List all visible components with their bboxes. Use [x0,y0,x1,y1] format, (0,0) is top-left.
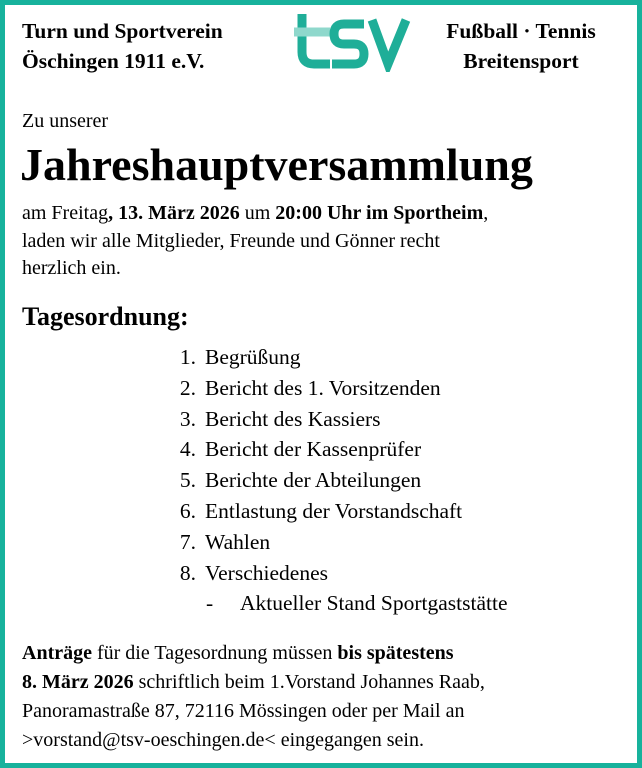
departments-line2: Breitensport [463,49,579,73]
f-a1: Anträge [22,642,92,664]
invitation-text [22,200,488,283]
club-name [22,16,223,76]
agenda-item-number: 2. [179,375,196,400]
inv-p3: um [239,202,276,224]
agenda-item-text: Verschiedenes [205,560,328,585]
inv-line3: herzlich ein. [22,257,121,279]
agenda-subitem-dash: - [206,591,214,616]
f-b2: schriftlich beim 1.Vorstand Johannes Raab, [133,671,485,693]
f-a3: bis spätestens [337,642,454,664]
departments [428,16,614,76]
footer-text [22,639,485,755]
f-a2: für die Tagesordnung müssen [91,642,338,664]
inv-p1: am Freitag [22,202,109,224]
departments-line1: Fußball · Tennis [446,19,596,43]
agenda-item-number: 6. [179,499,196,523]
agenda-item-number: 5. [179,468,196,493]
agenda-item-text: Begrüßung [205,345,301,369]
intro-text: Zu unserer [22,110,109,132]
agenda-item-text: Entlastung der Vorstandschaft [205,499,463,523]
agenda-item-text: Bericht des Kassiers [205,406,381,431]
agenda-subitem-text: Aktueller Stand Sportgaststätte [240,591,508,616]
event-time-place: 20:00 Uhr im Sportheim [275,202,484,224]
agenda-item-number: 3. [179,406,196,431]
email-line: >vorstand@tsv-oeschingen.de< eingegangen sein. [22,729,424,751]
tsv-logo [292,12,412,72]
deadline-date: 8. März 2026 [22,671,134,693]
agenda-item-number: 7. [179,529,196,554]
event-date: , 13. März 2026 [108,202,240,224]
agenda-item-text: Bericht des 1. Vorsitzenden [205,375,441,400]
club-name-line2: Öschingen 1911 e.V. [22,49,205,73]
agenda-item-number: 4. [179,437,196,462]
club-name-line1: Turn und Sportverein [22,19,223,43]
agenda-item-number: 1. [179,345,196,369]
agenda-item-text: Wahlen [205,529,271,554]
address: Panoramastraße 87, 72116 Mössingen oder per Mail an [22,700,465,722]
agenda-heading: Tagesordnung: [22,302,189,331]
agenda-item-text: Berichte der Abteilungen [205,468,422,493]
agenda-item-text: Bericht der Kassenprüfer [205,437,422,462]
inv-p5: , [483,202,489,224]
inv-line2: laden wir alle Mitglieder, Freunde und Gönner recht [22,229,440,252]
agenda-item-number: 8. [179,560,196,585]
page-title: Jahreshauptversammlung [20,139,533,190]
